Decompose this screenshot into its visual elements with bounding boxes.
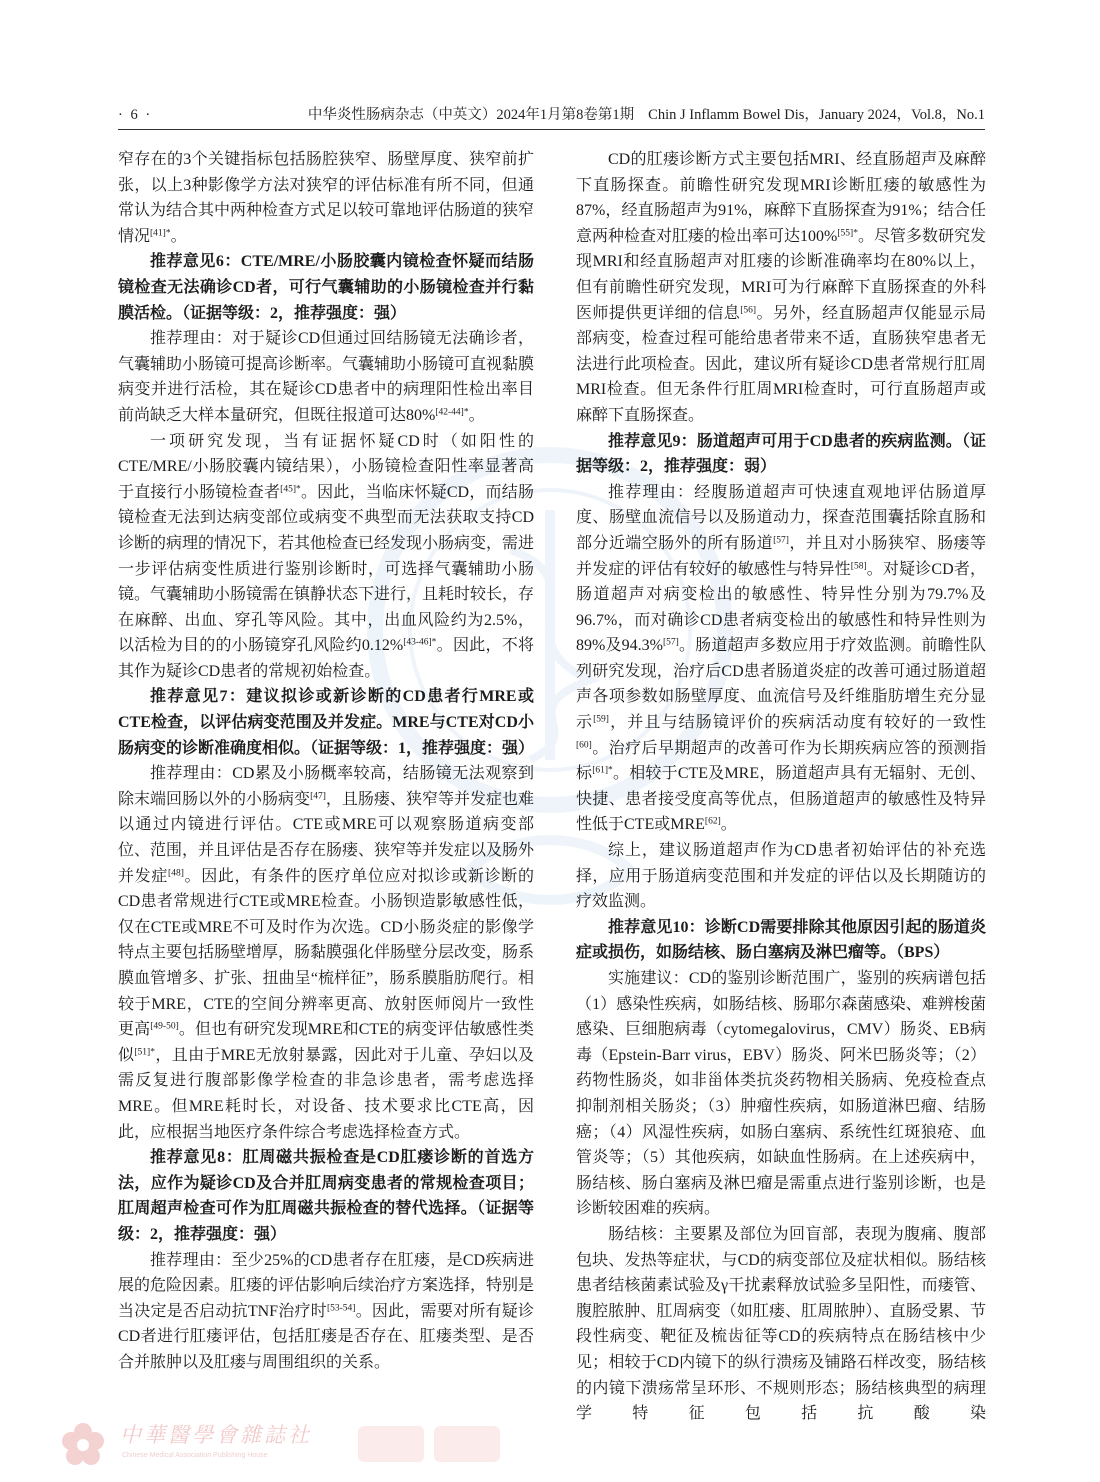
body-paragraph [576, 480, 986, 838]
citation-reference: [59] [593, 714, 609, 725]
body-paragraph [576, 147, 986, 429]
text-run: 一项研究发现，当有证据怀疑CD时（如阳性的CTE/MRE/小肠胶囊内镜结果），小肠镜检查阳性率显著高于直接行小肠镜检查者 [118, 432, 534, 501]
right-column [576, 147, 986, 1427]
flower-emblem-icon [58, 1420, 108, 1470]
text-run: 实施建议：CD的鉴别诊断范围广，鉴别的疾病谱包括（1）感染性疾病，如肠结核、肠耶尔森菌感染、难辨梭菌感染、巨细胞病毒（cytomegalovirus，CMV）肠炎、EB病毒（Epstein-Barr virus，EBV）肠炎、阿米巴肠炎等；（2）药物性肠炎，如非甾体类抗炎药物相关肠病、免疫检查点抑制剂相关肠炎；（3）肿瘤性疾病，如肠道淋巴瘤、结肠癌；（4）风湿性疾病，如肠白塞病、系统性红斑狼疮、血管炎等；（5）其他疾病，如缺血性肠病。在上述疾病中，肠结核、肠白塞病及淋巴瘤是需重点进行鉴别诊断，也是诊断较困难的疾病。 [576, 970, 986, 1218]
header-rule [118, 129, 985, 130]
citation-reference: [57] [773, 535, 789, 546]
text-run: 推荐意见6：CTE/MRE/小肠胶囊内镜检查怀疑而结肠镜检查无法确诊CD者，可行气囊辅助的小肠镜检查并行黏膜活检。（证据等级：2，推荐强度：强） [118, 253, 534, 322]
citation-reference: [51]* [134, 1047, 155, 1058]
journal-citation [308, 104, 985, 126]
citation-reference: [56] [740, 304, 757, 315]
body-paragraph [576, 966, 986, 1222]
text-run: 。因此，不将其作为疑诊CD患者的常规初始检查。 [118, 637, 534, 680]
text-run: 。因此，需要对所有疑诊CD者进行肛瘘评估，包括肛瘘是否存在、肛瘘类型、是否合并脓肿以及肛瘘与周围组织的关系。 [118, 1302, 534, 1371]
text-run: 推荐理由：至少25%的CD患者存在肛瘘，是CD疾病进展的危险因素。肛瘘的评估影响后续治疗方案选择，特别是当决定是否启动抗TNF治疗时 [118, 1251, 535, 1320]
citation-reference: [45]* [280, 484, 301, 495]
citation-reference: [49-50] [150, 1021, 179, 1032]
publisher-name-cn: 中華醫學會雜誌社 [120, 1423, 312, 1447]
citation-reference: [60] [576, 739, 592, 750]
body-paragraph [576, 1222, 986, 1427]
citation-reference: [58] [850, 560, 867, 571]
running-header [118, 104, 985, 126]
text-run: ，并且对小肠狭窄、肠瘘等并发症的评估有较好的敏感性与特异性 [576, 534, 986, 578]
text-run: 推荐意见7：建议拟诊或新诊断的CD患者行MRE或CTE检查，以评估病变范围及并发症。MRE与CTE对CD小肠病变的诊断准确度相似。（证据等级：1，推荐强度：强） [118, 688, 535, 757]
text-run: 窄存在的3个关键指标包括肠腔狭窄、肠壁厚度、狭窄前扩张，以上3种影像学方法对狭窄的评估标准有所不同，但通常认为结合其中两种检查方式足以较可靠地评估肠道的狭窄情况 [118, 151, 535, 245]
text-run: 。 [468, 406, 485, 424]
body-paragraph [118, 761, 534, 1145]
text-run: 。因此，有条件的医疗单位应对拟诊或新诊断的CD患者常规进行CTE或MRE检查。小肠钡造影敏感性低，仅在CTE或MRE不可及时作为次选。CD小肠炎症的影像学特点主要包括肠壁增厚，肠黏膜强化伴肠壁分层改变，肠系膜血管增多、扩张、扭曲呈“梳样征”，肠系膜脂肪爬行。相较于MRE，CTE的空间分辨率更高、放射医师阅片一致性更高 [118, 867, 535, 1039]
text-run: 推荐意见8：肛周磁共振检查是CD肛瘘诊断的首选方法，应作为疑诊CD及合并肛周病变患者的常规检查项目；肛周超声检查可作为肛周磁共振检查的替代选择。（证据等级：2，推荐强度：强） [118, 1149, 534, 1243]
text-run: 。肠道超声多数应用于疗效监测。前瞻性队列研究发现，治疗后CD患者肠道炎症的改善可通过肠道超声各项参数如肠壁厚度、血流信号及纤维脂肪增生充分显示 [576, 637, 986, 732]
recommendation-paragraph [118, 1145, 534, 1247]
text-run: 。对疑诊CD者，肠道超声对病变检出的敏感性、特异性分别为79.7%及96.7%，而对确诊CD患者病变检出的敏感性和特异性则为89%及94.3% [576, 560, 986, 655]
recommendation-paragraph [576, 429, 986, 480]
publisher-name-en: Chinese Medical Association Publishing House [122, 1452, 268, 1459]
recommendation-paragraph [118, 684, 534, 761]
citation-reference: [48] [168, 867, 184, 878]
text-run: 。另外，经直肠超声仅能显示局部病变，检查过程可能给患者带来不适，直肠狭窄患者无法进行此项检查。因此，建议所有疑诊CD患者常规行肛周MRI检查。但无条件行肛周MRI检查时，可行直肠超声或麻醉下直肠探查。 [576, 304, 986, 424]
body-paragraph [118, 147, 534, 249]
partner-logo-icon [358, 1426, 424, 1462]
text-run: 推荐意见10：诊断CD需要排除其他原因引起的肠道炎症或损伤，如肠结核、肠白塞病及淋巴瘤等。（BPS） [576, 918, 986, 962]
text-run: 。但也有研究发现MRE和CTE的病变评估敏感性类似 [118, 1021, 534, 1064]
citation-reference: [43-46]* [403, 637, 437, 648]
text-run: ，且肠瘘、狭窄等并发症也难以通过内镜进行评估。CTE或MRE可以观察肠道病变部位、范围，并且评估是否存在肠瘘、狭窄等并发症以及肠外并发症 [118, 790, 535, 885]
publisher-logo [58, 1418, 498, 1474]
page-number: · 6 · [118, 107, 153, 123]
citation-reference: [53-54] [326, 1303, 356, 1314]
citation-reference: [62] [704, 816, 721, 827]
body-paragraph [118, 326, 534, 428]
body-paragraph [118, 429, 534, 685]
text-run: 肠结核：主要累及部位为回盲部，表现为腹痛、腹部包块、发热等症状，与CD的病变部位及症状相似。肠结核患者结核菌素试验及γ干扰素释放试验多呈阳性，而瘘管、腹腔脓肿、肛周病变（如肛瘘、肛周脓肿）、直肠受累、节段性病变、靶征及梳齿征等CD的疾病特点在肠结核中少见；相较于CD内镜下的纵行溃疡及铺路石样改变，肠结核的内镜下溃疡常呈环形、不规则形态；肠结核典型的病理学特征包括抗酸染 [576, 1225, 986, 1423]
text-run: 。尽管多数研究发现MRI和经直肠超声对肛瘘的诊断准确率均在80%以上，但有前瞻性研究发现，MRI可为行麻醉下直肠探查的外科医师提供更详细的信息 [576, 227, 986, 322]
text-run: 推荐理由：CD累及小肠概率较高，结肠镜无法观察到除末端回肠以外的小肠病变 [118, 765, 534, 808]
text-run: ，并且与结肠镜评价的疾病活动度有较好的一致性 [608, 714, 986, 732]
journal-name-cn: 中华炎性肠病杂志（中英文）2024年1月第8卷第1期 [307, 107, 635, 123]
text-run: 推荐意见9：肠道超声可用于CD患者的疾病监测。（证据等级：2，推荐强度：弱） [576, 432, 986, 476]
text-run: 推荐理由：对于疑诊CD但通过回结肠镜无法确诊者，气囊辅助小肠镜可提高诊断率。气囊辅助小肠镜可直视黏膜病变并进行活检，其在疑诊CD患者中的病理阳性检出率目前尚缺乏大样本量研究，但既往报道可达80% [118, 330, 535, 424]
text-run: 综上，建议肠道超声作为CD患者初始评估的补充选择，应用于肠道病变范围和并发症的评估以及长期随访的疗效监测。 [576, 842, 986, 911]
citation-reference: [61]* [592, 765, 613, 776]
body-paragraph [576, 838, 986, 915]
text-run: 推荐理由：经腹肠道超声可快速直观地评估肠道厚度、肠壁血流信号以及肠道动力，探查范围囊括除直肠和部分近端空肠外的所有肠道 [576, 483, 986, 552]
citation-reference: [42-44]* [435, 407, 469, 418]
citation-reference: [41]* [150, 228, 171, 239]
text-run: 。相较于CTE及MRE，肠道超声具有无辐射、无创、快捷、患者接受度高等优点，但肠道超声的敏感性及特异性低于CTE或MRE [576, 765, 986, 834]
body-paragraph [118, 1248, 534, 1376]
text-run: 。治疗后早期超声的改善可作为长期疾病应答的预测指标 [576, 739, 986, 783]
text-run: 。因此，当临床怀疑CD，而结肠镜检查无法到达病变部位或病变不典型而无法获取支持CD诊断的病理的情况下，若其他检查已经发现小肠病变，需进一步评估病变性质进行鉴别诊断时，可选择气囊辅助小肠镜。气囊辅助小肠镜需在镇静状态下进行，且耗时较长，存在麻醉、出血、穿孔等风险。其中，出血风险约为2.5%，以活检为目的的小肠镜穿孔风险约0.12% [118, 483, 535, 655]
text-run: 。 [720, 816, 737, 834]
text-run: CD的肛瘘诊断方式主要包括MRI、经直肠超声及麻醉下直肠探查。前瞻性研究发现MRI诊断肛瘘的敏感性为87%，经直肠超声为91%，麻醉下直肠探查为91%；结合任意两种检查对肛瘘的检出率可达100% [576, 151, 986, 245]
citation-reference: [55]* [837, 228, 858, 239]
recommendation-paragraph [118, 249, 534, 326]
text-run: ，且由于MRE无放射暴露，因此对于儿童、孕妇以及需反复进行腹部影像学检查的非急诊患者，需考虑选择MRE。但MRE耗时长，对设备、技术要求比CTE高，因此，应根据当地医疗条件综合考虑选择检查方式。 [118, 1046, 534, 1141]
citation-reference: [47] [310, 791, 326, 802]
citation-reference: [57] [663, 637, 679, 648]
text-run: 。 [170, 227, 187, 245]
recommendation-paragraph [576, 915, 986, 966]
left-column [118, 147, 534, 1376]
partner-logo-icon [434, 1426, 500, 1462]
journal-name-en: Chin J Inflamm Bowel Dis，January 2024，Vol.8，No.1 [648, 107, 985, 123]
